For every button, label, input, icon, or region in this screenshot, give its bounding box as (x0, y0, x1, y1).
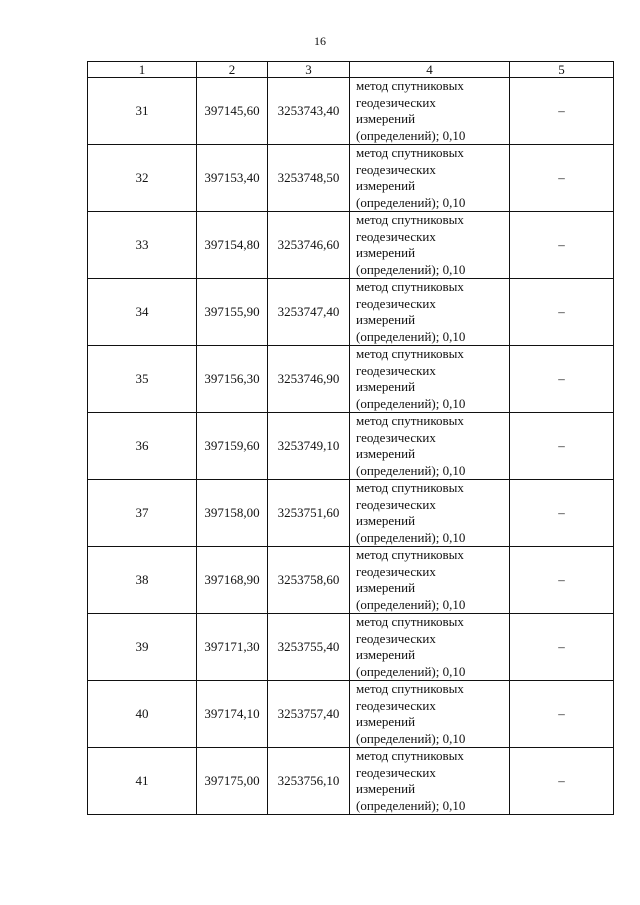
y-coordinate-cell: 3253746,60 (268, 212, 350, 279)
description-cell: – (510, 413, 614, 480)
description-cell: – (510, 279, 614, 346)
method-line: (определений); 0,10 (356, 328, 466, 344)
description-cell: – (510, 480, 614, 547)
method-cell (350, 346, 510, 413)
table-row (88, 145, 614, 212)
method-cell (350, 212, 510, 279)
method-line: метод спутниковых (356, 413, 464, 428)
method-line: измерений (356, 446, 416, 461)
table-row (88, 413, 614, 480)
column-header: 2 (197, 62, 268, 78)
point-number-cell: 36 (88, 413, 197, 480)
method-line: (определений); 0,10 (356, 596, 466, 612)
method-line: геодезических (356, 764, 436, 780)
point-number-cell: 39 (88, 614, 197, 681)
method-line: метод спутниковых (356, 748, 464, 763)
method-line: измерений (356, 513, 416, 528)
method-line: (определений); 0,10 (356, 127, 466, 143)
table-row (88, 681, 614, 748)
method-cell (350, 78, 510, 145)
table-row (88, 279, 614, 346)
method-line: метод спутниковых (356, 614, 464, 629)
method-cell (350, 681, 510, 748)
x-coordinate-cell: 397175,00 (197, 748, 268, 815)
column-header: 5 (510, 62, 614, 78)
method-cell (350, 748, 510, 815)
table-row (88, 748, 614, 815)
page-number: 16 (314, 34, 326, 48)
point-number-cell: 41 (88, 748, 197, 815)
point-number-cell: 40 (88, 681, 197, 748)
method-line: измерений (356, 178, 416, 193)
method-line: (определений); 0,10 (356, 529, 466, 545)
table-row (88, 547, 614, 614)
y-coordinate-cell: 3253743,40 (268, 78, 350, 145)
x-coordinate-cell: 397145,60 (197, 78, 268, 145)
x-coordinate-cell: 397158,00 (197, 480, 268, 547)
table-body (88, 78, 614, 815)
method-line: геодезических (356, 94, 436, 110)
method-line: геодезических (356, 429, 436, 445)
method-cell (350, 145, 510, 212)
method-line: метод спутниковых (356, 681, 464, 696)
method-line: измерений (356, 379, 416, 394)
x-coordinate-cell: 397174,10 (197, 681, 268, 748)
description-cell: – (510, 212, 614, 279)
x-coordinate-cell: 397159,60 (197, 413, 268, 480)
method-line: (определений); 0,10 (356, 261, 466, 277)
method-line: (определений); 0,10 (356, 663, 466, 679)
column-header: 3 (268, 62, 350, 78)
table-row (88, 480, 614, 547)
method-line: измерений (356, 580, 416, 595)
table-row (88, 78, 614, 145)
method-line: измерений (356, 781, 416, 796)
y-coordinate-cell: 3253747,40 (268, 279, 350, 346)
y-coordinate-cell: 3253746,90 (268, 346, 350, 413)
method-line: метод спутниковых (356, 145, 464, 160)
description-cell: – (510, 78, 614, 145)
column-header: 1 (88, 62, 197, 78)
point-number-cell: 38 (88, 547, 197, 614)
y-coordinate-cell: 3253757,40 (268, 681, 350, 748)
method-line: геодезических (356, 295, 436, 311)
y-coordinate-cell: 3253748,50 (268, 145, 350, 212)
method-line: измерений (356, 111, 416, 126)
method-line: (определений); 0,10 (356, 194, 466, 210)
x-coordinate-cell: 397168,90 (197, 547, 268, 614)
point-number-cell: 32 (88, 145, 197, 212)
method-cell (350, 547, 510, 614)
point-number-cell: 37 (88, 480, 197, 547)
column-header: 4 (350, 62, 510, 78)
method-line: измерений (356, 647, 416, 662)
description-cell: – (510, 748, 614, 815)
method-line: метод спутниковых (356, 279, 464, 294)
description-cell: – (510, 681, 614, 748)
method-line: геодезических (356, 228, 436, 244)
table-row (88, 614, 614, 681)
method-cell (350, 614, 510, 681)
y-coordinate-cell: 3253758,60 (268, 547, 350, 614)
description-cell: – (510, 145, 614, 212)
method-line: геодезических (356, 161, 436, 177)
method-line: измерений (356, 714, 416, 729)
description-cell: – (510, 346, 614, 413)
x-coordinate-cell: 397154,80 (197, 212, 268, 279)
method-cell (350, 279, 510, 346)
description-cell: – (510, 614, 614, 681)
x-coordinate-cell: 397156,30 (197, 346, 268, 413)
method-line: метод спутниковых (356, 547, 464, 562)
table-row (88, 212, 614, 279)
x-coordinate-cell: 397155,90 (197, 279, 268, 346)
method-line: метод спутниковых (356, 212, 464, 227)
method-line: метод спутниковых (356, 480, 464, 495)
method-line: метод спутниковых (356, 346, 464, 361)
point-number-cell: 35 (88, 346, 197, 413)
method-line: геодезических (356, 563, 436, 579)
y-coordinate-cell: 3253749,10 (268, 413, 350, 480)
method-line: геодезических (356, 697, 436, 713)
x-coordinate-cell: 397171,30 (197, 614, 268, 681)
method-line: (определений); 0,10 (356, 797, 466, 813)
method-cell (350, 413, 510, 480)
method-line: (определений); 0,10 (356, 395, 466, 411)
method-line: геодезических (356, 496, 436, 512)
method-line: метод спутниковых (356, 78, 464, 93)
point-number-cell: 34 (88, 279, 197, 346)
method-cell (350, 480, 510, 547)
method-line: измерений (356, 312, 416, 327)
y-coordinate-cell: 3253756,10 (268, 748, 350, 815)
point-number-cell: 31 (88, 78, 197, 145)
y-coordinate-cell: 3253751,60 (268, 480, 350, 547)
table-header-row (88, 62, 614, 78)
method-line: измерений (356, 245, 416, 260)
method-line: (определений); 0,10 (356, 462, 466, 478)
point-number-cell: 33 (88, 212, 197, 279)
method-line: (определений); 0,10 (356, 730, 466, 746)
coordinates-table (87, 61, 614, 815)
method-line: геодезических (356, 362, 436, 378)
description-cell: – (510, 547, 614, 614)
x-coordinate-cell: 397153,40 (197, 145, 268, 212)
table-row (88, 346, 614, 413)
method-line: геодезических (356, 630, 436, 646)
y-coordinate-cell: 3253755,40 (268, 614, 350, 681)
